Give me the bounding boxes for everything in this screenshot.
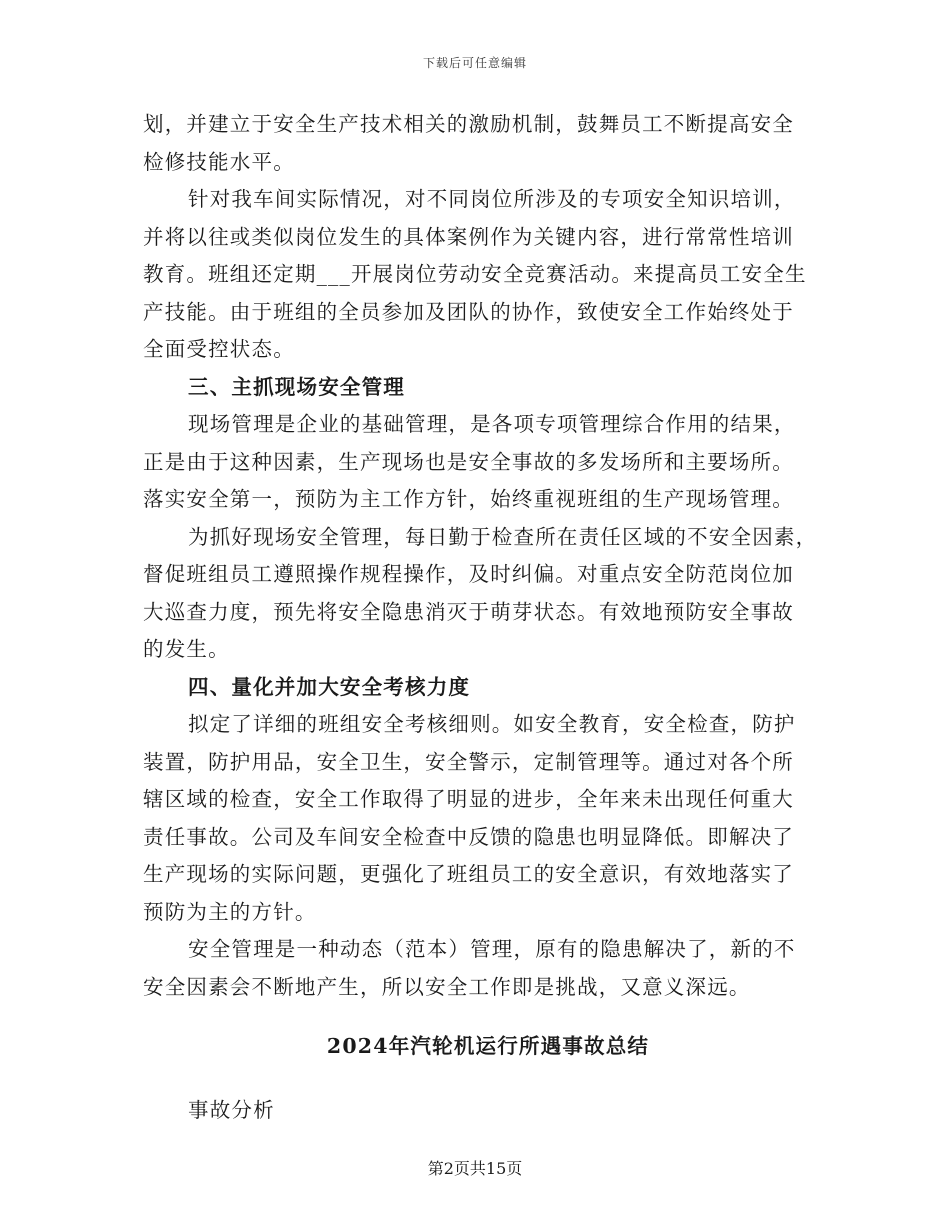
page-number: 第2页共15页	[427, 1159, 523, 1178]
text-line: 装置，防护用品，安全卫生，安全警示，定制管理等。通过对各个所	[143, 749, 794, 774]
text-line: 划，并建立于安全生产技术相关的激励机制，鼓舞员工不断提高安全	[143, 112, 794, 136]
paragraph-lines	[143, 106, 818, 1006]
document-title: 2024年汽轮机运行所遇事故总结	[326, 1034, 650, 1058]
text-line: 督促班组员工遵照操作规程操作，及时纠偏。对重点安全防范岗位加	[143, 562, 794, 586]
text-line: 安全管理是一种动态（范本）管理，原有的隐患解决了，新的不	[188, 937, 796, 961]
text-line: 责任事故。公司及车间安全检查中反馈的隐患也明显降低。即解决了	[143, 824, 794, 849]
text-line: 现场管理是企业的基础管理，是各项专项管理综合作用的结果，	[188, 412, 796, 436]
page-header: 下载后可任意编辑	[422, 56, 527, 70]
section-heading: 三、主抓现场安全管理	[188, 374, 405, 399]
text-line: 的发生。	[143, 637, 230, 661]
text-line: 拟定了详细的班组安全考核细则。如安全教育，安全检查，防护	[188, 712, 796, 736]
text-line: 产技能。由于班组的全员参加及团队的协作，致使安全工作始终处于	[143, 299, 794, 324]
text-line: 检修技能水平。	[143, 149, 295, 174]
text-line: 生产现场的实际问题，更强化了班组员工的安全意识，有效地落实了	[143, 862, 794, 886]
text-line: 落实安全第一，预防为主工作方针，始终重视班组的生产现场管理。	[143, 487, 794, 511]
text-line: 正是由于这种因素，生产现场也是安全事故的多发场所和主要场所。	[143, 449, 794, 474]
text-line: 并将以往或类似岗位发生的具体案例作为关键内容，进行常常性培训	[143, 224, 794, 249]
section-heading: 四、量化并加大安全考核力度	[188, 674, 471, 699]
text-line: 预防为主的方针。	[143, 899, 317, 924]
document-body	[143, 106, 818, 1129]
text-line: 大巡查力度，预先将安全隐患消灭于萌芽状态。有效地预防安全事故	[143, 599, 794, 624]
text-line: 全面受控状态。	[143, 337, 295, 361]
text-line: 辖区域的检查，安全工作取得了明显的进步，全年来未出现任何重大	[143, 787, 794, 811]
text-line: 针对我车间实际情况，对不同岗位所涉及的专项安全知识培训，	[188, 187, 796, 211]
text-line: 为抓好现场安全管理，每日勤于检查所在责任区域的不安全因素，	[188, 524, 818, 549]
subsection-label: 事故分析	[188, 1097, 275, 1122]
text-line: 教育。班组还定期___开展岗位劳动安全竞赛活动。来提高员工安全生	[143, 262, 807, 286]
text-line: 安全因素会不断地产生，所以安全工作即是挑战，又意义深远。	[143, 974, 751, 999]
